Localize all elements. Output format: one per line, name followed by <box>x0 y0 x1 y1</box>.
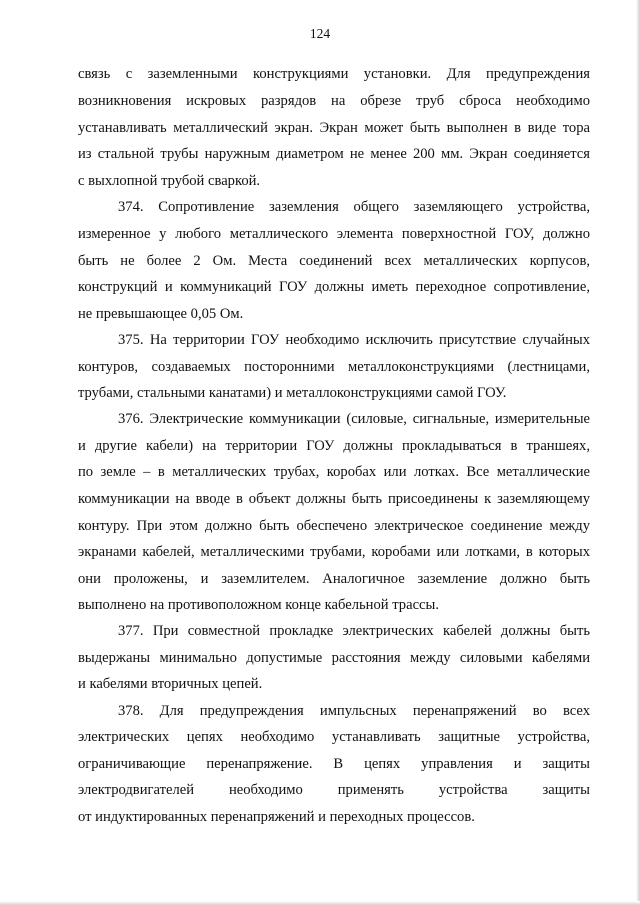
text-line: возникновения искровых разрядов на обрезе труб сброса необходимо <box>78 93 590 109</box>
text-line: по земле – в металлических трубах, коробах или лотках. Все металлические <box>78 464 590 480</box>
text-line: не превышающее 0,05 Ом. <box>78 306 244 322</box>
text-line: электрических цепях необходимо устанавливать защитные устройства, <box>78 729 590 745</box>
text-line: измеренное у любого металлического элемента поверхностной ГОУ, должно <box>78 226 590 242</box>
text-line: электродвигателей необходимо применять устройства защиты <box>78 782 590 798</box>
text-line: и другие кабели) на территории ГОУ должны прокладываться в траншеях, <box>78 438 590 454</box>
text-line: выполнено на противоположном конце кабельной трассы. <box>78 597 439 613</box>
text-line: трубами, стальными канатами) и металлоконструкциями самой ГОУ. <box>78 385 507 401</box>
text-line: и кабелями вторичных цепей. <box>78 676 263 692</box>
text-line: устанавливать металлический экран. Экран может быть выполнен в виде тора <box>78 120 590 136</box>
text-line: контуров, создаваемых посторонними металлоконструкциями (лестницами, <box>78 359 590 375</box>
text-line: выдержаны минимально допустимые расстояния между силовыми кабелями <box>78 650 590 666</box>
scan-edge <box>636 0 640 905</box>
text-line: 374. Сопротивление заземления общего заземляющего устройства, <box>118 199 590 215</box>
text-line: с выхлопной трубой сваркой. <box>78 173 261 189</box>
text-line: 375. На территории ГОУ необходимо исключить присутствие случайных <box>118 332 590 348</box>
text-line: из стальной трубы наружным диаметром не менее 200 мм. Экран соединяется <box>78 146 590 162</box>
text-line: конструкций и коммуникаций ГОУ должны иметь переходное сопротивление, <box>78 279 590 295</box>
text-line: они проложены, и заземлителем. Аналогичное заземление должно быть <box>78 571 590 587</box>
text-line: быть не более 2 Ом. Места соединений всех металлических корпусов, <box>78 253 590 269</box>
text-line: экранами кабелей, металлическими трубами, коробами или лотками, в которых <box>78 544 590 560</box>
text-line: контуру. При этом должно быть обеспечено электрическое соединение между <box>78 518 590 534</box>
text-line: от индуктированных перенапряжений и переходных процессов. <box>78 809 475 825</box>
text-line: 376. Электрические коммуникации (силовые, сигнальные, измерительные <box>118 411 590 427</box>
text-line: 378. Для предупреждения импульсных перенапряжений во всех <box>118 703 590 719</box>
text-line: связь с заземленными конструкциями установки. Для предупреждения <box>78 66 590 82</box>
text-line: 377. При совместной прокладке электрических кабелей должны быть <box>118 623 590 639</box>
page-number: 124 <box>309 26 331 41</box>
text-line: ограничивающие перенапряжение. В цепях управления и защиты <box>78 756 590 772</box>
scan-edge <box>0 901 640 905</box>
text-line: коммуникации на вводе в объект должны быть присоединены к заземляющему <box>78 491 590 507</box>
